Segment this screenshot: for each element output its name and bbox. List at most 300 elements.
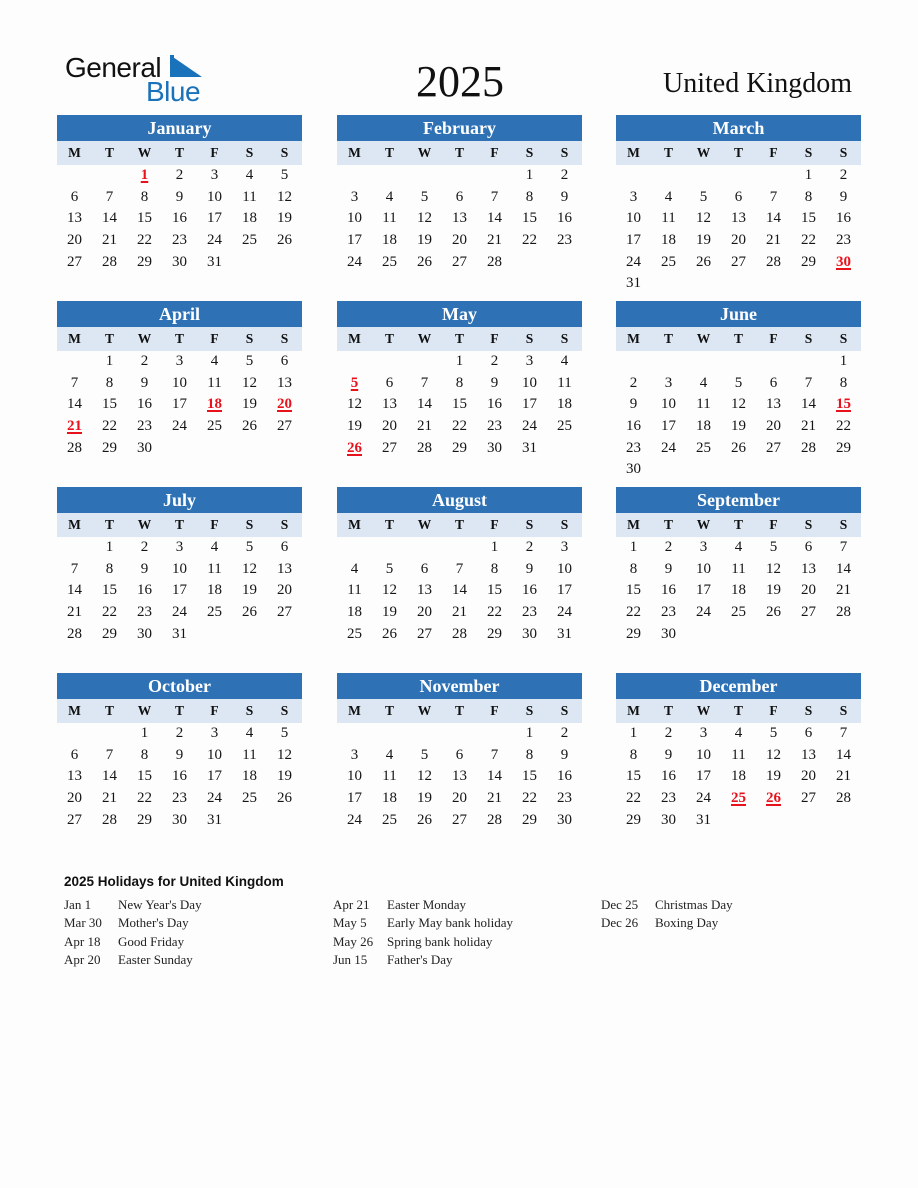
- month-header: March: [616, 115, 861, 141]
- weekday-label: T: [454, 145, 464, 160]
- day-cell: 2: [175, 725, 184, 741]
- day-cell: 8: [490, 560, 499, 577]
- day-cell: 29: [522, 811, 537, 828]
- day-cell: 19: [766, 768, 781, 785]
- holiday-day-cell: 26: [347, 439, 362, 456]
- day-cell: 3: [560, 539, 569, 555]
- day-cell: 5: [699, 188, 708, 205]
- day-cell: 26: [242, 418, 257, 435]
- day-cell: 27: [731, 253, 746, 270]
- day-cell: 15: [626, 768, 641, 785]
- holiday-list-item: [333, 933, 513, 951]
- weekday-label: W: [696, 703, 711, 718]
- day-cell: 7: [839, 539, 848, 555]
- day-cell: 5: [385, 560, 394, 577]
- weekday-label: S: [525, 703, 534, 718]
- day-cell: 23: [137, 418, 152, 435]
- day-cell: 1: [804, 167, 813, 183]
- day-cell: 17: [557, 582, 572, 599]
- day-cell: 28: [801, 439, 816, 456]
- day-cell: 22: [522, 790, 537, 807]
- day-cell: 27: [417, 625, 432, 642]
- day-cell: 17: [172, 396, 187, 413]
- day-cell: 17: [207, 768, 222, 785]
- weekday-label: S: [280, 517, 289, 532]
- day-cell: 22: [137, 232, 152, 249]
- day-cell: 29: [626, 625, 641, 642]
- day-cell: 13: [382, 396, 397, 413]
- weekday-label: T: [104, 145, 114, 160]
- empty-day-cell: [686, 351, 721, 373]
- day-grid: [616, 165, 861, 295]
- day-cell: 17: [347, 790, 362, 807]
- day-cell: 24: [626, 253, 641, 270]
- holiday-date: Apr 21: [333, 897, 370, 912]
- day-cell: 26: [277, 232, 292, 249]
- weekday-label: T: [663, 145, 673, 160]
- day-cell: 4: [210, 353, 219, 369]
- day-cell: 25: [347, 625, 362, 642]
- day-cell: 3: [699, 539, 708, 555]
- day-cell: 7: [769, 188, 778, 205]
- day-cell: 26: [417, 253, 432, 270]
- day-cell: 27: [382, 439, 397, 456]
- day-cell: 25: [382, 811, 397, 828]
- holiday-name: Easter Sunday: [118, 951, 193, 967]
- day-cell: 10: [207, 746, 222, 763]
- holiday-date: Jan 1: [64, 897, 92, 912]
- day-cell: 5: [769, 725, 778, 741]
- weekday-label: S: [245, 703, 254, 718]
- weekday-label: W: [137, 145, 152, 160]
- weekday-label: S: [560, 517, 569, 532]
- day-grid: [57, 351, 302, 459]
- day-cell: 25: [661, 253, 676, 270]
- day-cell: 13: [67, 768, 82, 785]
- weekday-label: S: [804, 703, 813, 718]
- weekday-header-row: [337, 513, 582, 537]
- day-cell: 17: [696, 768, 711, 785]
- empty-day-cell: [616, 165, 651, 187]
- day-cell: 23: [557, 790, 572, 807]
- weekday-label: F: [490, 517, 499, 532]
- day-cell: 5: [769, 539, 778, 555]
- day-cell: 13: [801, 560, 816, 577]
- day-cell: 29: [137, 811, 152, 828]
- day-cell: 9: [664, 560, 673, 577]
- day-cell: 12: [696, 210, 711, 227]
- day-cell: 2: [140, 539, 149, 555]
- day-grid: [616, 723, 861, 831]
- day-cell: 29: [836, 439, 851, 456]
- empty-day-cell: [372, 537, 407, 559]
- day-cell: 31: [207, 253, 222, 270]
- empty-day-cell: [756, 351, 791, 373]
- day-cell: 2: [525, 539, 534, 555]
- day-cell: 13: [277, 560, 292, 577]
- weekday-label: T: [733, 703, 743, 718]
- day-cell: 9: [175, 188, 184, 205]
- day-cell: 5: [280, 167, 289, 183]
- day-cell: 18: [731, 582, 746, 599]
- day-cell: 24: [207, 790, 222, 807]
- weekday-label: S: [245, 331, 254, 346]
- day-cell: 1: [490, 539, 499, 555]
- day-cell: 19: [417, 232, 432, 249]
- weekday-label: S: [560, 145, 569, 160]
- day-cell: 10: [172, 374, 187, 391]
- day-cell: 1: [105, 539, 114, 555]
- holiday-date: May 5: [333, 915, 367, 931]
- day-cell: 10: [347, 768, 362, 785]
- day-cell: 22: [137, 790, 152, 807]
- day-cell: 1: [525, 725, 534, 741]
- holiday-name: Early May bank holiday: [387, 915, 513, 931]
- empty-day-cell: [57, 165, 92, 187]
- day-cell: 21: [487, 232, 502, 249]
- day-cell: 4: [245, 725, 254, 741]
- day-cell: 9: [490, 374, 499, 391]
- weekday-label: T: [384, 703, 394, 718]
- day-cell: 26: [731, 439, 746, 456]
- weekday-label: W: [696, 331, 711, 346]
- day-cell: 4: [385, 188, 394, 205]
- day-cell: 5: [420, 746, 429, 763]
- empty-day-cell: [337, 723, 372, 745]
- holidays-column: [601, 896, 733, 933]
- day-cell: 14: [766, 210, 781, 227]
- day-cell: 9: [140, 560, 149, 577]
- empty-day-cell: [686, 165, 721, 187]
- day-cell: 16: [172, 210, 187, 227]
- day-cell: 16: [487, 396, 502, 413]
- day-cell: 11: [242, 188, 257, 205]
- day-cell: 10: [661, 396, 676, 413]
- day-cell: 22: [836, 418, 851, 435]
- holiday-day-cell: 5: [350, 374, 359, 391]
- holiday-date: May 26: [333, 933, 374, 949]
- day-cell: 22: [626, 604, 641, 621]
- logo-triangle-icon: [170, 55, 202, 77]
- day-cell: 23: [137, 604, 152, 621]
- day-cell: 7: [839, 725, 848, 741]
- day-cell: 20: [417, 604, 432, 621]
- day-grid: [57, 165, 302, 273]
- day-cell: 6: [385, 374, 394, 391]
- day-cell: 20: [382, 418, 397, 435]
- day-cell: 28: [487, 253, 502, 270]
- day-cell: 7: [105, 746, 114, 763]
- holiday-date: Dec 26: [601, 915, 639, 931]
- day-grid: [337, 723, 582, 831]
- day-cell: 18: [382, 232, 397, 249]
- weekday-label: S: [839, 145, 848, 160]
- weekday-label: M: [348, 145, 361, 160]
- day-cell: 10: [172, 560, 187, 577]
- day-cell: 17: [347, 232, 362, 249]
- day-cell: 11: [207, 560, 222, 577]
- month-august: [337, 487, 582, 645]
- day-cell: 7: [455, 560, 464, 577]
- day-cell: 23: [661, 790, 676, 807]
- weekday-label: T: [174, 517, 184, 532]
- holiday-day-cell: 18: [207, 396, 222, 413]
- weekday-header-row: [616, 699, 861, 723]
- day-cell: 24: [347, 811, 362, 828]
- day-cell: 14: [487, 210, 502, 227]
- holiday-name: Easter Monday: [387, 897, 467, 912]
- weekday-label: W: [696, 145, 711, 160]
- weekday-label: F: [769, 145, 778, 160]
- month-november: [337, 673, 582, 831]
- day-cell: 6: [70, 746, 79, 763]
- empty-day-cell: [92, 165, 127, 187]
- day-cell: 25: [207, 418, 222, 435]
- day-cell: 13: [417, 582, 432, 599]
- day-cell: 7: [420, 374, 429, 391]
- day-cell: 8: [105, 374, 114, 391]
- day-cell: 30: [557, 811, 572, 828]
- weekday-label: T: [384, 331, 394, 346]
- day-cell: 7: [490, 746, 499, 763]
- day-cell: 2: [664, 539, 673, 555]
- holiday-list-item: [601, 896, 733, 914]
- day-cell: 19: [696, 232, 711, 249]
- weekday-label: S: [804, 331, 813, 346]
- day-grid: [337, 537, 582, 645]
- holiday-day-cell: 26: [766, 790, 781, 807]
- day-cell: 22: [487, 604, 502, 621]
- day-cell: 14: [836, 746, 851, 763]
- holiday-name: Mother's Day: [118, 915, 189, 931]
- holiday-name: Christmas Day: [655, 897, 733, 912]
- day-cell: 30: [661, 811, 676, 828]
- day-cell: 23: [626, 439, 641, 456]
- day-cell: 23: [172, 232, 187, 249]
- weekday-label: S: [560, 703, 569, 718]
- weekday-label: F: [769, 703, 778, 718]
- day-cell: 30: [172, 811, 187, 828]
- day-grid: [616, 351, 861, 481]
- day-cell: 16: [626, 418, 641, 435]
- day-cell: 21: [102, 232, 117, 249]
- empty-day-cell: [477, 165, 512, 187]
- empty-day-cell: [616, 351, 651, 373]
- day-cell: 28: [487, 811, 502, 828]
- weekday-header-row: [57, 327, 302, 351]
- day-cell: 15: [522, 768, 537, 785]
- weekday-label: W: [137, 703, 152, 718]
- day-cell: 14: [67, 582, 82, 599]
- day-cell: 26: [242, 604, 257, 621]
- day-cell: 2: [140, 353, 149, 369]
- day-cell: 3: [175, 539, 184, 555]
- day-cell: 15: [801, 210, 816, 227]
- day-cell: 26: [766, 604, 781, 621]
- day-cell: 4: [664, 188, 673, 205]
- month-header: December: [616, 673, 861, 699]
- day-cell: 19: [277, 210, 292, 227]
- day-cell: 20: [67, 232, 82, 249]
- weekday-label: F: [210, 331, 219, 346]
- weekday-label: T: [733, 145, 743, 160]
- day-cell: 2: [629, 374, 638, 391]
- day-cell: 8: [525, 746, 534, 763]
- day-cell: 19: [347, 418, 362, 435]
- day-cell: 9: [560, 746, 569, 763]
- day-cell: 16: [172, 768, 187, 785]
- weekday-label: W: [417, 145, 432, 160]
- day-cell: 15: [452, 396, 467, 413]
- day-cell: 19: [277, 768, 292, 785]
- weekday-label: W: [417, 331, 432, 346]
- weekday-header-row: [616, 141, 861, 165]
- month-february: [337, 115, 582, 273]
- day-cell: 1: [140, 725, 149, 741]
- day-cell: 11: [207, 374, 222, 391]
- day-grid: [57, 537, 302, 645]
- holiday-day-cell: 25: [731, 790, 746, 807]
- empty-day-cell: [442, 537, 477, 559]
- weekday-header-row: [337, 141, 582, 165]
- day-cell: 4: [350, 560, 359, 577]
- day-cell: 14: [836, 560, 851, 577]
- day-cell: 18: [382, 790, 397, 807]
- day-cell: 15: [487, 582, 502, 599]
- day-cell: 4: [699, 374, 708, 391]
- day-cell: 9: [560, 188, 569, 205]
- day-cell: 31: [207, 811, 222, 828]
- day-cell: 17: [696, 582, 711, 599]
- empty-day-cell: [372, 351, 407, 373]
- holidays-column: [333, 896, 513, 969]
- weekday-label: M: [627, 703, 640, 718]
- day-cell: 16: [137, 396, 152, 413]
- day-cell: 2: [490, 353, 499, 369]
- day-cell: 15: [626, 582, 641, 599]
- month-june: [616, 301, 861, 481]
- day-cell: 11: [731, 746, 746, 763]
- weekday-label: S: [525, 331, 534, 346]
- weekday-label: T: [104, 331, 114, 346]
- day-cell: 10: [347, 210, 362, 227]
- weekday-label: T: [174, 145, 184, 160]
- day-cell: 8: [105, 560, 114, 577]
- day-cell: 20: [452, 790, 467, 807]
- day-cell: 9: [664, 746, 673, 763]
- empty-day-cell: [407, 723, 442, 745]
- weekday-label: S: [245, 517, 254, 532]
- day-cell: 16: [522, 582, 537, 599]
- day-cell: 28: [102, 253, 117, 270]
- day-cell: 29: [801, 253, 816, 270]
- weekday-label: T: [384, 517, 394, 532]
- holiday-day-cell: 30: [836, 253, 851, 270]
- weekday-label: W: [417, 703, 432, 718]
- day-cell: 18: [661, 232, 676, 249]
- weekday-label: T: [104, 517, 114, 532]
- day-cell: 18: [347, 604, 362, 621]
- day-cell: 24: [557, 604, 572, 621]
- day-cell: 24: [207, 232, 222, 249]
- weekday-label: M: [68, 703, 81, 718]
- empty-day-cell: [407, 351, 442, 373]
- day-cell: 4: [385, 746, 394, 763]
- empty-day-cell: [756, 165, 791, 187]
- day-cell: 20: [766, 418, 781, 435]
- day-cell: 8: [804, 188, 813, 205]
- day-cell: 6: [420, 560, 429, 577]
- weekday-label: S: [525, 517, 534, 532]
- weekday-label: M: [68, 331, 81, 346]
- day-cell: 9: [140, 374, 149, 391]
- page-title-year: 2025: [416, 57, 504, 106]
- day-cell: 7: [490, 188, 499, 205]
- weekday-label: W: [137, 331, 152, 346]
- day-cell: 18: [557, 396, 572, 413]
- month-april: [57, 301, 302, 459]
- holiday-day-cell: 1: [140, 167, 149, 183]
- weekday-label: F: [210, 145, 219, 160]
- holiday-name: Good Friday: [118, 933, 185, 949]
- day-cell: 28: [67, 439, 82, 456]
- holiday-list-item: [333, 896, 513, 914]
- day-cell: 24: [696, 604, 711, 621]
- day-cell: 10: [207, 188, 222, 205]
- day-cell: 8: [525, 188, 534, 205]
- day-cell: 6: [70, 188, 79, 205]
- month-header: May: [337, 301, 582, 327]
- day-cell: 6: [734, 188, 743, 205]
- day-cell: 14: [801, 396, 816, 413]
- empty-day-cell: [721, 165, 756, 187]
- day-cell: 28: [766, 253, 781, 270]
- weekday-label: S: [245, 145, 254, 160]
- weekday-label: W: [696, 517, 711, 532]
- day-cell: 12: [242, 560, 257, 577]
- weekday-label: T: [663, 517, 673, 532]
- day-cell: 5: [245, 353, 254, 369]
- day-cell: 31: [557, 625, 572, 642]
- day-cell: 13: [277, 374, 292, 391]
- day-cell: 4: [734, 539, 743, 555]
- day-cell: 16: [661, 582, 676, 599]
- day-cell: 17: [626, 232, 641, 249]
- holiday-list-item: [64, 914, 202, 932]
- weekday-label: T: [104, 703, 114, 718]
- weekday-label: M: [348, 517, 361, 532]
- holiday-date: Mar 30: [64, 915, 102, 931]
- day-cell: 30: [522, 625, 537, 642]
- month-header: January: [57, 115, 302, 141]
- month-header: August: [337, 487, 582, 513]
- holiday-list-item: [64, 951, 202, 969]
- day-cell: 21: [102, 790, 117, 807]
- day-cell: 3: [210, 167, 219, 183]
- day-cell: 14: [67, 396, 82, 413]
- weekday-header-row: [337, 699, 582, 723]
- day-cell: 3: [350, 746, 359, 763]
- weekday-label: F: [769, 331, 778, 346]
- month-header: November: [337, 673, 582, 699]
- weekday-label: S: [280, 331, 289, 346]
- day-cell: 23: [522, 604, 537, 621]
- day-cell: 21: [67, 604, 82, 621]
- day-cell: 11: [696, 396, 711, 413]
- holiday-day-cell: 21: [67, 418, 82, 435]
- day-cell: 22: [801, 232, 816, 249]
- day-cell: 25: [557, 418, 572, 435]
